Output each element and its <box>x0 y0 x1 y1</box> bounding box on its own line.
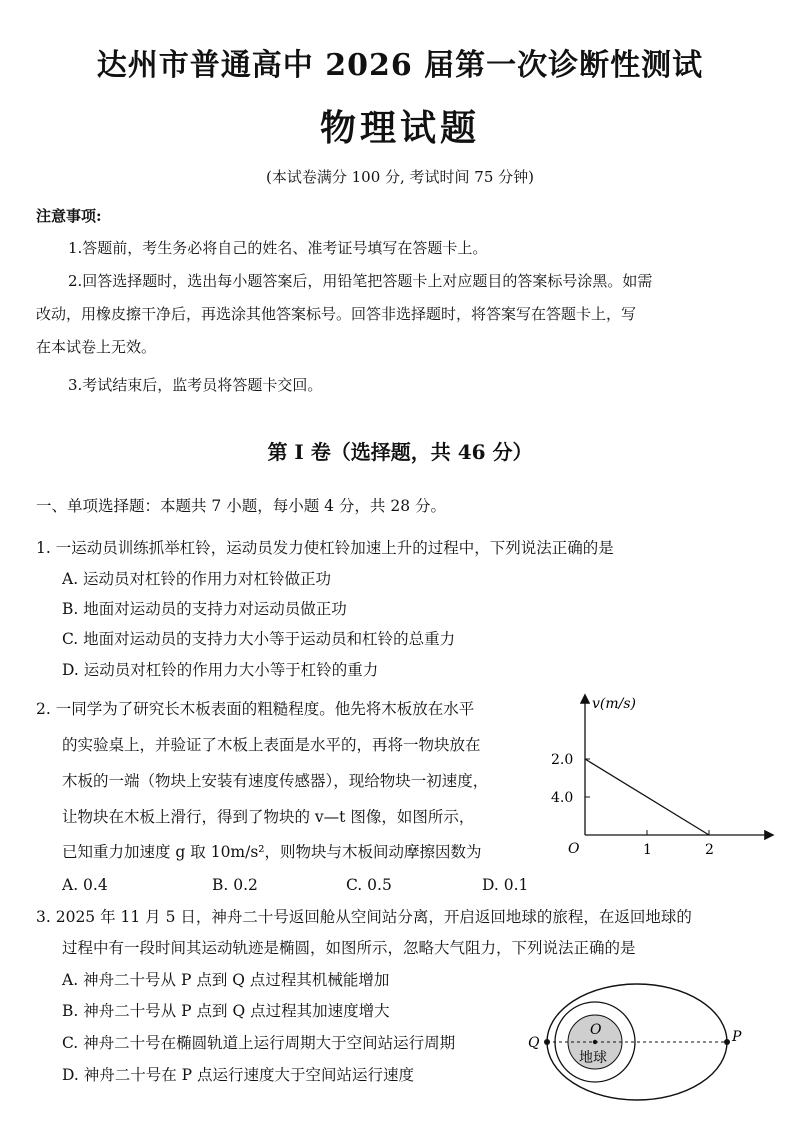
notes-line-4: 在本试卷上无效。 <box>36 338 157 356</box>
y-axis-label: v(m/s) <box>592 696 637 712</box>
exam-info: (本试卷满分 100 分, 考试时间 75 分钟) <box>265 168 535 186</box>
origin-label: O <box>568 841 580 857</box>
section-title: 第 I 卷（选择题，共 46 分） <box>267 440 533 464</box>
y-tick-label: 2.0 <box>551 752 574 768</box>
q1-option-b: B. 地面对运动员的支持力对运动员做正功 <box>62 600 347 618</box>
q3-option-c: C. 神舟二十号在椭圆轨道上运行周期大于空间站运行周期 <box>62 1034 456 1052</box>
p-label: P <box>732 1029 742 1045</box>
y-tick-label: 4.0 <box>551 790 574 806</box>
q2-option-c: C. 0.5 <box>346 876 392 894</box>
notes-line-1: 1.答题前，考生务必将自己的姓名、准考证号填写在答题卡上。 <box>68 239 488 257</box>
q3-line-2: 过程中有一段时间其运动轨迹是椭圆，如图所示，忽略大气阻力，下列说法正确的是 <box>62 939 636 957</box>
q1-option-a: A. 运动员对杠铃的作用力对杠铃做正功 <box>62 570 332 588</box>
center-point <box>593 1040 597 1044</box>
orbit-diagram <box>525 978 755 1108</box>
q3-option-a: A. 神舟二十号从 P 点到 Q 点过程其机械能增加 <box>62 971 390 989</box>
q2-option-b: B. 0.2 <box>212 876 258 894</box>
q2-line-1: 2. 一同学为了研究长木板表面的粗糙程度。他先将木板放在水平 <box>36 700 475 718</box>
earth-label: 地球 <box>579 1050 607 1066</box>
q3-line-1: 3. 2025 年 11 月 5 日，神舟二十号返回舱从空间站分离，开启返回地球的旅程，在返回地球的 <box>36 908 692 926</box>
section-instruction: 一、单项选择题：本题共 7 小题，每小题 4 分，共 28 分。 <box>36 497 447 515</box>
point-p <box>724 1039 730 1045</box>
x-tick-label: 1 <box>643 842 652 858</box>
notes-line-3: 改动，用橡皮擦干净后，再选涂其他答案标号。回答非选择题时，将答案写在答题卡上，写 <box>36 305 637 323</box>
point-q <box>544 1039 550 1045</box>
exam-title: 达州市普通高中 2026 届第一次诊断性测试 <box>96 48 704 83</box>
q3-option-b: B. 神舟二十号从 P 点到 Q 点过程其加速度增大 <box>62 1002 390 1020</box>
q2-line-4: 让物块在木板上滑行，得到了物块的 v—t 图像，如图所示， <box>62 808 475 826</box>
vt-graph <box>540 688 780 873</box>
x-tick-label: 2 <box>705 842 714 858</box>
q2-option-d: D. 0.1 <box>482 876 529 894</box>
center-label: O <box>590 1022 602 1038</box>
dashed-guide <box>709 829 713 835</box>
q1-stem: 1. 一运动员训练抓举杠铃，运动员发力使杠铃加速上升的过程中，下列说法正确的是 <box>36 539 614 557</box>
velocity-line <box>585 759 709 835</box>
q2-line-3: 木板的一端（物块上安装有速度传感器），现给物块一初速度， <box>62 772 489 790</box>
q1-option-c: C. 地面对运动员的支持力大小等于运动员和杠铃的总重力 <box>62 630 456 648</box>
q2-option-a: A. 0.4 <box>62 876 108 894</box>
q2-line-5: 已知重力加速度 g 取 10m/s²，则物块与木板间动摩擦因数为 <box>62 843 482 861</box>
q2-line-2: 的实验桌上，并验证了木板上表面是水平的，再将一物块放在 <box>62 736 481 754</box>
notes-line-2: 2.回答选择题时，选出每小题答案后，用铅笔把答题卡上对应题目的答案标号涂黑。如需 <box>68 272 653 290</box>
q3-option-d: D. 神舟二十号在 P 点运行速度大于空间站运行速度 <box>62 1066 415 1084</box>
q-label: Q <box>528 1035 540 1051</box>
q1-option-d: D. 运动员对杠铃的作用力大小等于杠铃的重力 <box>62 661 379 679</box>
subject-title: 物理试题 <box>319 107 480 149</box>
notes-line-5: 3.考试结束后，监考员将答题卡交回。 <box>68 376 323 394</box>
notes-title: 注意事项: <box>36 207 102 225</box>
